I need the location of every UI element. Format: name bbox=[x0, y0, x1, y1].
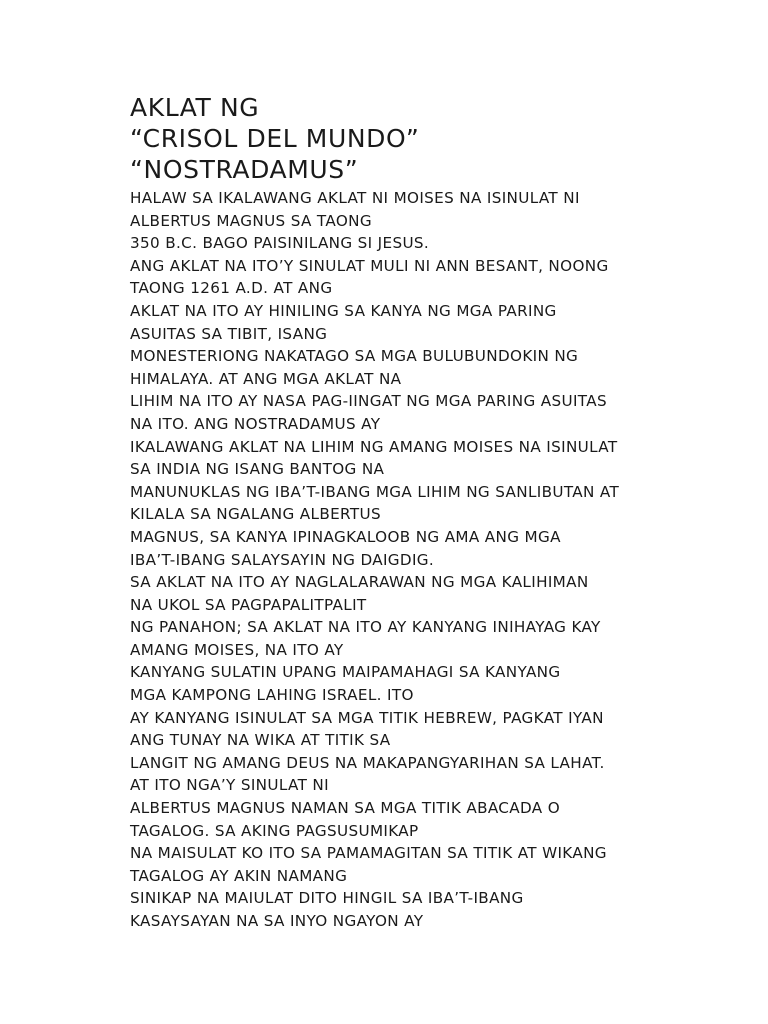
body-line: KASAYSAYAN NA SA INYO NGAYON AY bbox=[130, 912, 424, 930]
body-line: NA MAISULAT KO ITO SA PAMAMAGITAN SA TITIK AT WIKANG bbox=[130, 844, 607, 863]
body-line: AT ITO NGA’Y SINULAT NI bbox=[130, 776, 329, 795]
body-line: ASUITAS SA TIBIT, ISANG bbox=[130, 324, 328, 343]
body-line: MGA KAMPONG LAHING ISRAEL. ITO bbox=[130, 686, 414, 705]
document-body bbox=[130, 187, 730, 933]
body-line: LIHIM NA ITO AY NASA PAG-IINGAT NG MGA PARING ASUITAS bbox=[130, 392, 607, 411]
body-line: HALAW SA IKALAWANG AKLAT NI MOISES NA ISINULAT NI bbox=[130, 189, 580, 207]
body-line: ANG AKLAT NA ITO’Y SINULAT MULI NI ANN BESANT, NOONG bbox=[130, 256, 609, 275]
body-line: TAGALOG AY AKIN NAMANG bbox=[130, 866, 348, 885]
body-line: TAGALOG. SA AKING PAGSUSUMIKAP bbox=[130, 821, 419, 840]
body-line: MAGNUS, SA KANYA IPINAGKALOOB NG AMA ANG MGA bbox=[130, 527, 561, 546]
title-line: “CRISOL DEL MUNDO” bbox=[130, 124, 420, 153]
body-line: TAONG 1261 A.D. AT ANG bbox=[130, 279, 333, 298]
body-line: NA ITO. ANG NOSTRADAMUS AY bbox=[130, 414, 381, 433]
body-line: AMANG MOISES, NA ITO AY bbox=[130, 640, 344, 659]
body-line: ALBERTUS MAGNUS NAMAN SA MGA TITIK ABACADA O bbox=[130, 799, 560, 818]
title-line: “NOSTRADAMUS” bbox=[130, 155, 359, 184]
body-line: HIMALAYA. AT ANG MGA AKLAT NA bbox=[130, 369, 402, 388]
body-line: ANG TUNAY NA WIKA AT TITIK SA bbox=[130, 731, 391, 750]
body-line: SA INDIA NG ISANG BANTOG NA bbox=[130, 460, 385, 479]
body-line: LANGIT NG AMANG DEUS NA MAKAPANGYARIHAN SA LAHAT. bbox=[130, 753, 605, 772]
body-line: NG PANAHON; SA AKLAT NA ITO AY KANYANG INIHAYAG KAY bbox=[130, 618, 601, 637]
document-content bbox=[130, 92, 730, 933]
body-line: IBA’T-IBANG SALAYSAYIN NG DAIGDIG. bbox=[130, 550, 435, 569]
body-line: 350 B.C. BAGO PAISINILANG SI JESUS. bbox=[130, 234, 430, 253]
body-line: AY KANYANG ISINULAT SA MGA TITIK HEBREW, PAGKAT IYAN bbox=[130, 708, 604, 727]
body-line: NA UKOL SA PAGPAPALITPALIT bbox=[130, 595, 367, 614]
body-line: SA AKLAT NA ITO AY NAGLALARAWAN NG MGA KALIHIMAN bbox=[130, 573, 589, 592]
body-line: AKLAT NA ITO AY HINILING SA KANYA NG MGA PARING bbox=[130, 301, 557, 320]
document-title bbox=[130, 92, 730, 185]
body-line: ALBERTUS MAGNUS SA TAONG bbox=[130, 211, 372, 230]
body-line: IKALAWANG AKLAT NA LIHIM NG AMANG MOISES NA ISINULAT bbox=[130, 437, 618, 456]
body-line: KILALA SA NGALANG ALBERTUS bbox=[130, 505, 381, 524]
body-line: KANYANG SULATIN UPANG MAIPAMAHAGI SA KANYANG bbox=[130, 663, 561, 682]
body-line: SINIKAP NA MAIULAT DITO HINGIL SA IBA’T-IBANG bbox=[130, 889, 524, 908]
body-line: MANUNUKLAS NG IBA’T-IBANG MGA LIHIM NG SANLIBUTAN AT bbox=[130, 482, 620, 501]
title-line: AKLAT NG bbox=[130, 93, 260, 122]
body-line: MONESTERIONG NAKATAGO SA MGA BULUBUNDOKIN NG bbox=[130, 347, 579, 366]
